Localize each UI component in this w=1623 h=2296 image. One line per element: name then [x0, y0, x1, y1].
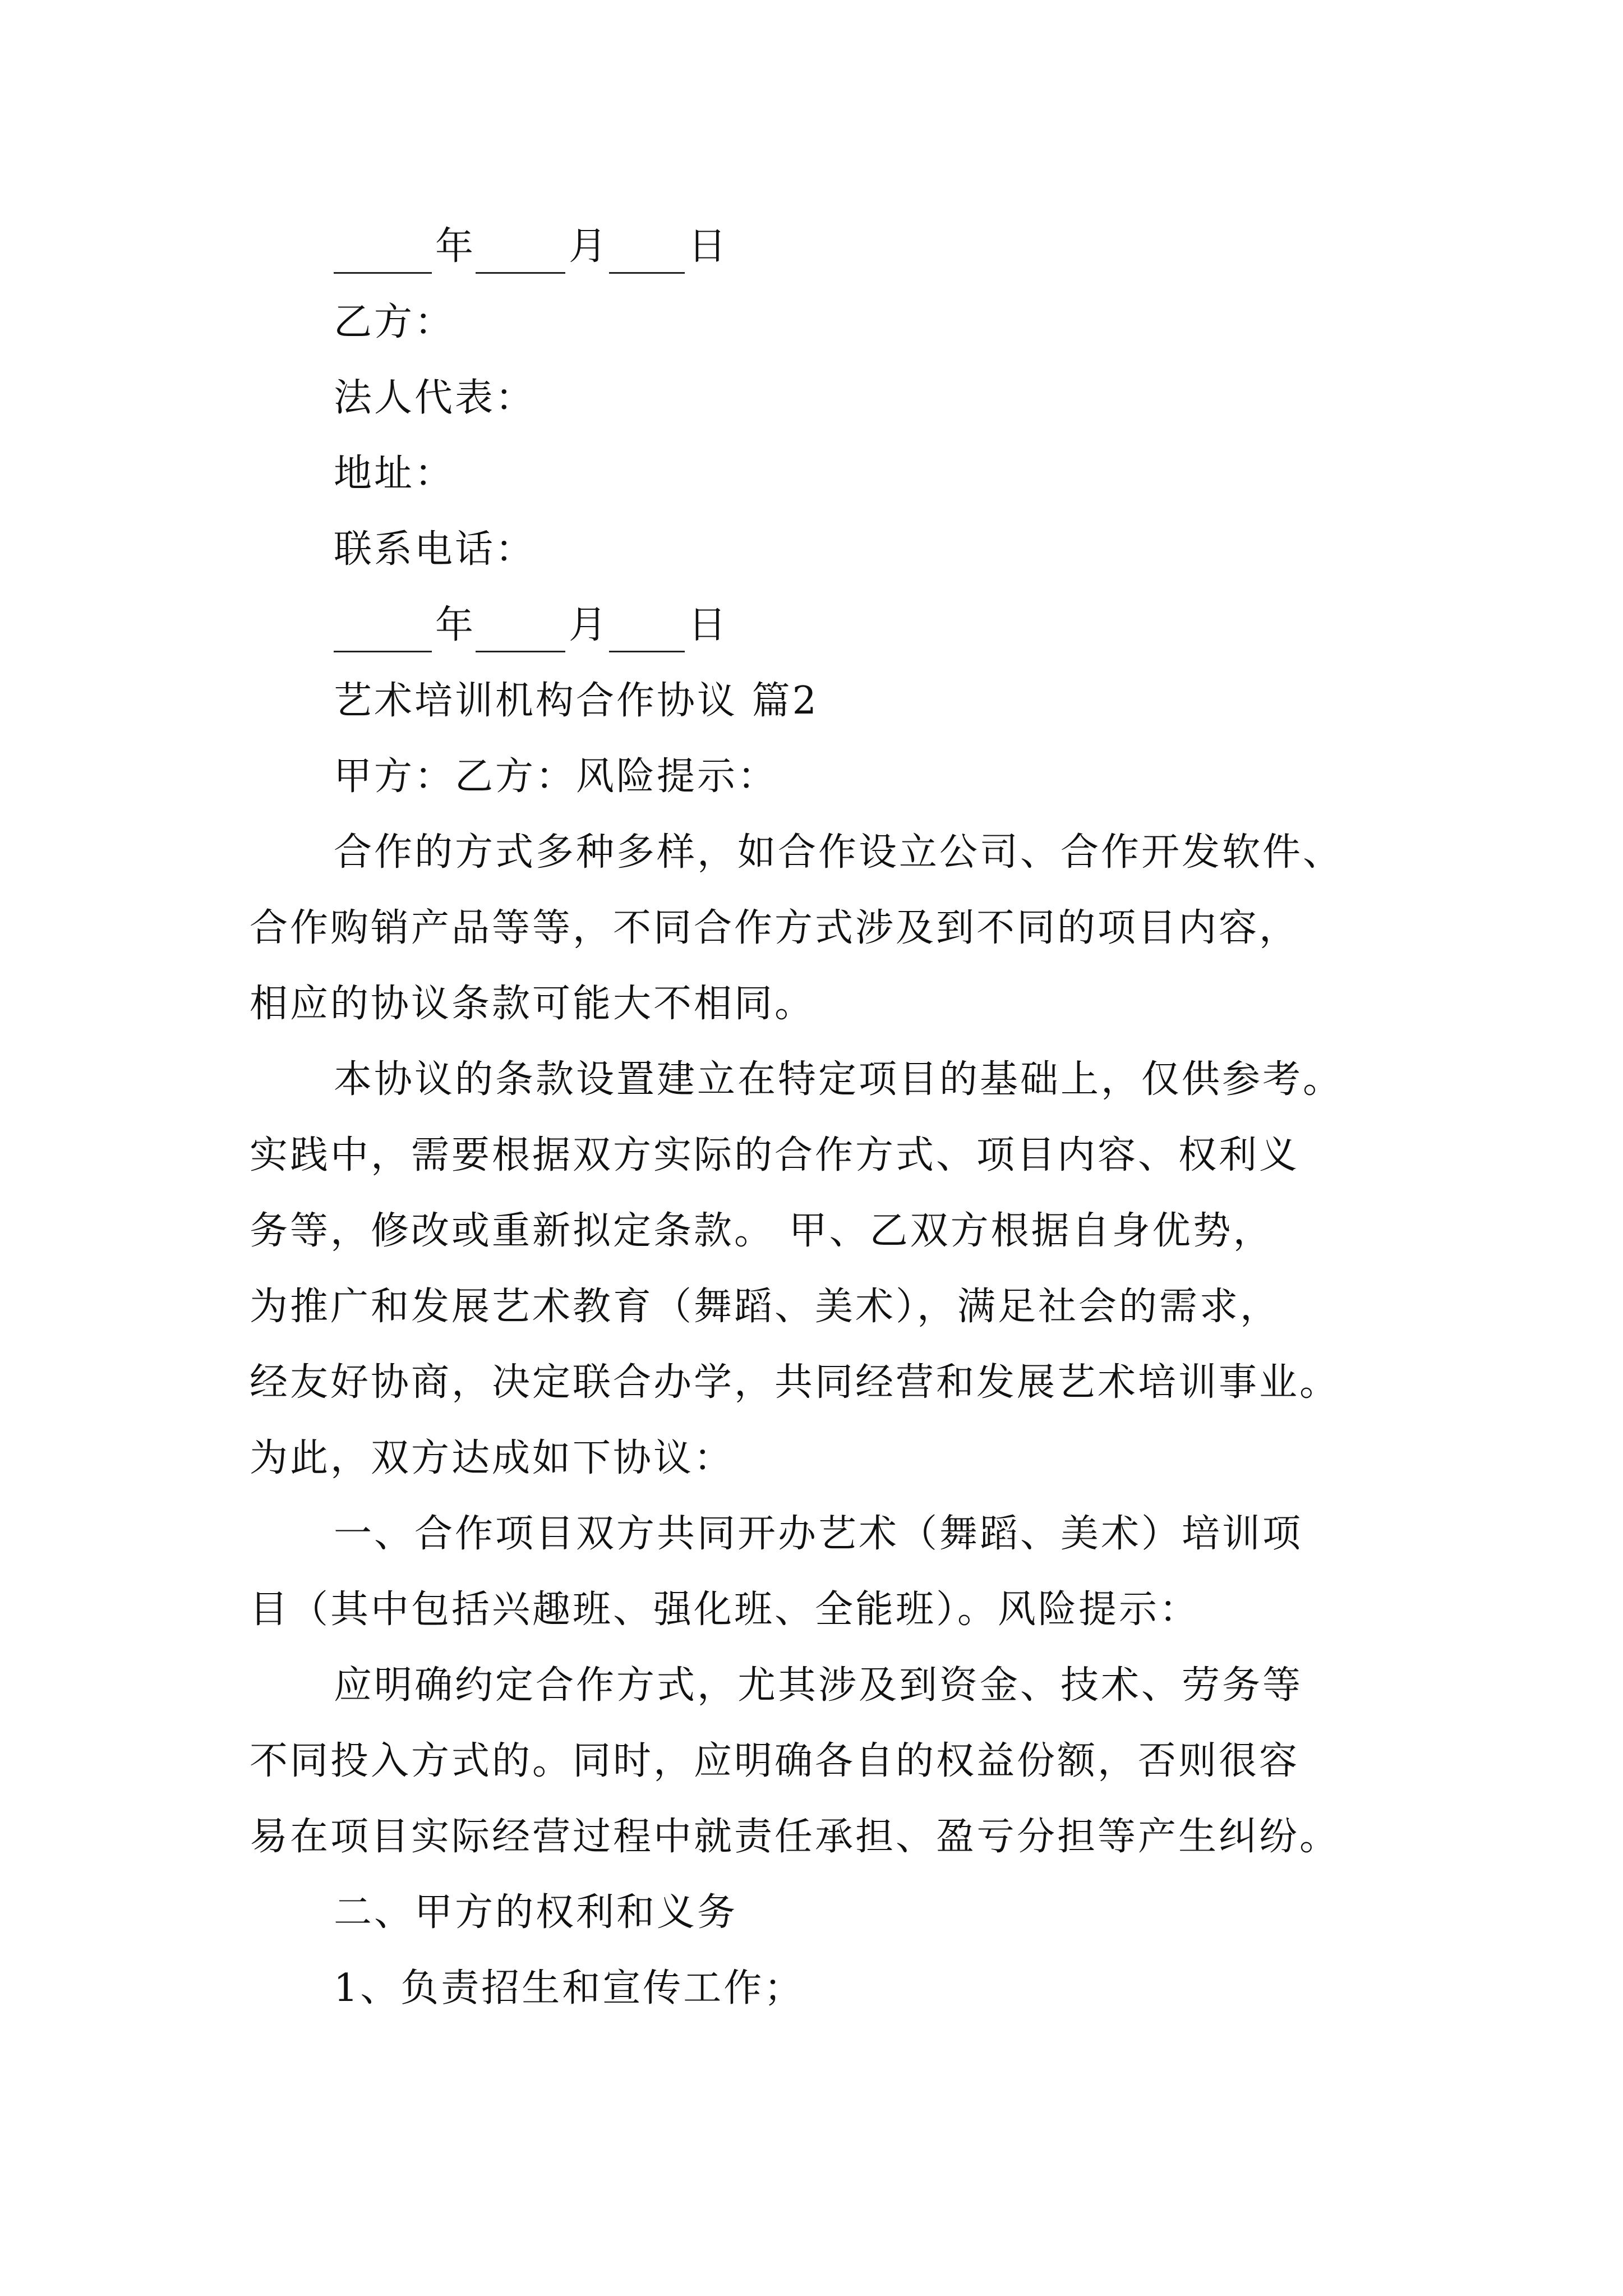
day-blank: [609, 611, 685, 652]
section-title: 二、甲方的权利和义务: [334, 1890, 738, 1935]
paragraph-line: 不同投入方式的。同时，应明确各自的权益份额，否则很容: [250, 1739, 1300, 1783]
signature-date-line-1: [334, 220, 1478, 274]
paragraph-line: 目（其中包括兴趣班、强化班、全能班）。风险提示：: [250, 1588, 1200, 1632]
paragraph-line: 实践中，需要根据双方实际的合作方式、项目内容、权利义: [250, 1133, 1300, 1177]
phone-label: 联系电话：: [334, 527, 536, 572]
day-label: 日: [688, 603, 729, 647]
party-b-label: 乙方：: [334, 300, 455, 344]
paragraph-line: 合作的方式多种多样，如合作设立公司、合作开发软件、: [334, 830, 1344, 875]
paragraph-line: 易在项目实际经营过程中就责任承担、盈亏分担等产生纠纷。: [250, 1815, 1340, 1859]
parties-line: 甲方：乙方：风险提示：: [334, 754, 778, 799]
paragraph-line: 相应的协议条款可能大不相同。: [250, 982, 815, 1026]
section-heading: 艺术培训机构合作协议 篇2: [334, 679, 819, 723]
month-label: 月: [569, 603, 610, 647]
paragraph-line: 本协议的条款设置建立在特定项目的基础上，仅供参考。: [334, 1057, 1344, 1102]
paragraph-line: 务等，修改或重新拟定条款。 甲、乙双方根据自身优势，: [250, 1209, 1274, 1253]
paragraph-line: 为推广和发展艺术教育（舞蹈、美术），满足社会的需求，: [250, 1285, 1281, 1329]
list-item: 1、负责招生和宣传工作；: [334, 1966, 805, 2010]
month-blank: [476, 611, 565, 652]
legal-rep-label: 法人代表：: [334, 376, 536, 420]
paragraph-line: 应明确约定合作方式，尤其涉及到资金、技术、劳务等: [334, 1663, 1303, 1708]
address-label: 地址：: [334, 452, 455, 496]
year-label: 年: [435, 603, 476, 647]
paragraph-line: 经友好协商，决定联合办学，共同经营和发展艺术培训事业。: [250, 1360, 1340, 1405]
year-blank: [334, 233, 432, 274]
paragraph-line: 一、合作项目双方共同开办艺术（舞蹈、美术）培训项: [334, 1512, 1303, 1556]
paragraph-line: 合作购销产品等等，不同合作方式涉及到不同的项目内容，: [250, 906, 1300, 950]
signature-date-line-2: [334, 599, 1478, 652]
year-label: 年: [435, 224, 476, 269]
day-label: 日: [688, 224, 729, 269]
day-blank: [609, 233, 685, 274]
month-blank: [476, 233, 565, 274]
month-label: 月: [569, 224, 610, 269]
year-blank: [334, 611, 432, 652]
paragraph-line: 为此，双方达成如下协议：: [250, 1436, 735, 1480]
